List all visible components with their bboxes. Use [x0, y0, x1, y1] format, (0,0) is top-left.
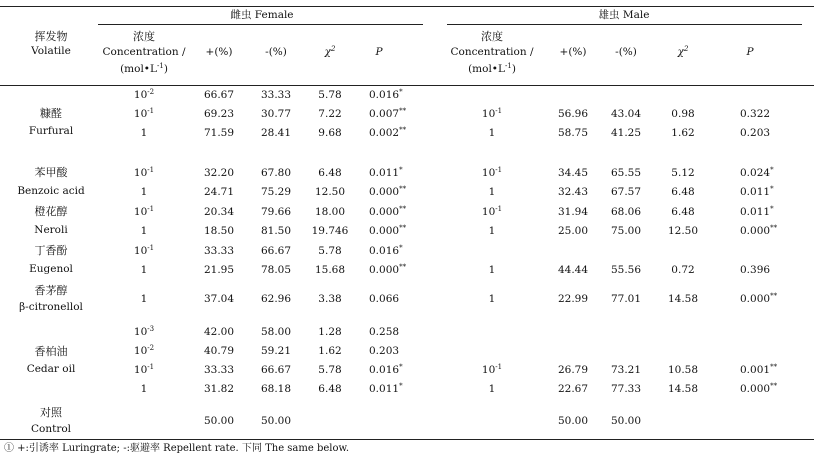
volatile-header-en: Volatile	[31, 45, 71, 57]
female-p-cell: 0.258	[369, 326, 400, 338]
male-p-cell: 0.322	[740, 108, 771, 120]
female-p-cell: 0.011*	[369, 382, 403, 395]
female-chi-cell: 1.62	[318, 345, 342, 357]
male-p-header: P	[746, 46, 754, 58]
volatile-name-en: β-citronellol	[19, 301, 83, 313]
significance-mark: **	[399, 126, 407, 134]
volatile-name-cn: 糠醛	[40, 107, 62, 120]
male-conc-cell: 1	[488, 127, 496, 139]
volatile-name-cn: 对照	[40, 406, 62, 419]
male-conc-cell: $10^{-1}$	[481, 205, 503, 218]
female-p-header: P	[375, 46, 383, 58]
male-chi-cell: 14.58	[667, 293, 699, 305]
female-p-cell: 0.000**	[369, 205, 407, 218]
female-group-rule	[98, 24, 423, 25]
male-chi-cell: 10.58	[667, 364, 699, 376]
male-minus-cell: 67.57	[610, 186, 642, 198]
female-plus-cell: 18.50	[203, 225, 235, 237]
female-minus-cell: 50.00	[260, 415, 292, 427]
significance-mark: *	[399, 88, 403, 96]
male-chi-cell: 0.98	[671, 108, 695, 120]
female-minus-cell: 33.33	[260, 89, 292, 101]
significance-mark: *	[399, 244, 403, 252]
female-plus-cell: 20.34	[203, 206, 235, 218]
footnote: ① +:引诱率 Luringrate; -:驱避率 Repellent rate. 下同 The same below.	[4, 443, 350, 454]
female-minus-cell: 59.21	[260, 345, 292, 357]
female-conc-header-unit: $(mol•L^{-1})$	[120, 62, 168, 75]
female-group-header: 雌虫 Female	[230, 9, 294, 21]
male-plus-cell: 58.75	[557, 127, 589, 139]
male-p-cell: 0.203	[740, 127, 771, 139]
female-plus-cell: 40.79	[203, 345, 235, 357]
male-chi-cell: 12.50	[667, 225, 699, 237]
significance-mark: **	[770, 363, 778, 371]
significance-mark: **	[399, 185, 407, 193]
male-conc-cell: 1	[488, 293, 496, 305]
female-minus-cell: 67.80	[260, 167, 292, 179]
volatile-name-cn: 香柏油	[34, 345, 68, 358]
male-group-rule	[447, 24, 802, 25]
male-minus-cell: 73.21	[610, 364, 642, 376]
significance-mark: **	[399, 205, 407, 213]
male-p-cell: 0.001**	[740, 363, 778, 376]
female-p-cell: 0.016*	[369, 88, 403, 101]
volatile-name-cn: 丁香酚	[34, 244, 68, 257]
significance-mark: **	[399, 107, 407, 115]
female-p-cell: 0.002**	[369, 126, 407, 139]
female-plus-cell: 33.33	[203, 245, 235, 257]
female-minus-cell: 75.29	[260, 186, 292, 198]
female-conc-cell: $10^{-2}$	[133, 344, 155, 357]
female-p-cell: 0.203	[369, 345, 400, 357]
female-plus-header: +(%)	[205, 46, 233, 58]
female-p-cell: 0.000**	[369, 263, 407, 276]
female-p-cell: 0.000**	[369, 185, 407, 198]
male-minus-cell: 77.33	[610, 383, 642, 395]
male-plus-cell: 31.94	[557, 206, 589, 218]
female-conc-cell: $10^{-3}$	[133, 325, 155, 338]
male-minus-cell: 41.25	[610, 127, 642, 139]
male-minus-header: -(%)	[615, 46, 637, 58]
female-conc-cell: 1	[140, 264, 148, 276]
male-conc-header-en: Concentration /	[450, 46, 534, 58]
female-p-cell: 0.016*	[369, 244, 403, 257]
male-minus-cell: 77.01	[610, 293, 642, 305]
significance-mark: *	[399, 166, 403, 174]
significance-mark: *	[399, 382, 403, 390]
male-chi-cell: 5.12	[671, 167, 695, 179]
female-plus-cell: 66.67	[203, 89, 235, 101]
female-conc-cell: $10^{-1}$	[133, 205, 155, 218]
male-group-header: 雄虫 Male	[598, 9, 650, 21]
female-minus-cell: 58.00	[260, 326, 292, 338]
male-p-cell: 0.011*	[740, 205, 774, 218]
male-plus-cell: 22.67	[557, 383, 589, 395]
significance-mark: **	[770, 224, 778, 232]
female-chi-header: $\chi^2$	[324, 45, 336, 58]
female-conc-cell: $10^{-1}$	[133, 244, 155, 257]
male-chi-cell: 6.48	[671, 206, 695, 218]
female-chi-cell: 3.38	[318, 293, 342, 305]
female-minus-cell: 79.66	[260, 206, 292, 218]
female-p-cell: 0.011*	[369, 166, 403, 179]
female-chi-cell: 18.00	[314, 206, 346, 218]
male-conc-cell: 1	[488, 383, 496, 395]
female-p-cell: 0.007**	[369, 107, 407, 120]
female-p-cell: 0.000**	[369, 224, 407, 237]
female-conc-cell: 1	[140, 225, 148, 237]
volatile-name-en: Eugenol	[29, 263, 73, 275]
male-chi-cell: 14.58	[667, 383, 699, 395]
male-minus-cell: 65.55	[610, 167, 642, 179]
male-plus-cell: 44.44	[557, 264, 589, 276]
male-plus-cell: 32.43	[557, 186, 589, 198]
male-p-cell: 0.024*	[740, 166, 774, 179]
male-p-cell: 0.000**	[740, 292, 778, 305]
male-conc-cell: 1	[488, 186, 496, 198]
female-plus-cell: 69.23	[203, 108, 235, 120]
female-plus-cell: 50.00	[203, 415, 235, 427]
male-p-cell: 0.396	[740, 264, 771, 276]
volatile-name-cn: 苯甲酸	[34, 166, 68, 179]
female-conc-cell: 1	[140, 383, 148, 395]
female-plus-cell: 42.00	[203, 326, 235, 338]
female-chi-cell: 6.48	[318, 167, 342, 179]
male-plus-cell: 34.45	[557, 167, 589, 179]
male-conc-cell: $10^{-1}$	[481, 107, 503, 120]
significance-mark: *	[399, 363, 403, 371]
male-minus-cell: 55.56	[610, 264, 642, 276]
volatile-name-en: Cedar oil	[26, 363, 76, 375]
female-conc-cell: $10^{-1}$	[133, 107, 155, 120]
female-chi-cell: 5.78	[318, 89, 342, 101]
female-minus-cell: 68.18	[260, 383, 292, 395]
male-chi-cell: 6.48	[671, 186, 695, 198]
female-chi-cell: 5.78	[318, 364, 342, 376]
female-conc-header-en: Concentration /	[102, 46, 186, 58]
female-conc-cell: $10^{-1}$	[133, 166, 155, 179]
female-chi-cell: 12.50	[314, 186, 346, 198]
volatile-name-en: Neroli	[34, 224, 68, 236]
female-chi-cell: 19.746	[311, 225, 349, 237]
male-conc-header-cn: 浓度	[481, 30, 503, 43]
significance-mark: **	[399, 263, 407, 271]
female-plus-cell: 32.20	[203, 167, 235, 179]
female-chi-cell: 7.22	[318, 108, 342, 120]
female-minus-header: -(%)	[265, 46, 287, 58]
female-minus-cell: 62.96	[260, 293, 292, 305]
female-conc-cell: 1	[140, 127, 148, 139]
volatile-name-cn: 香茅醇	[34, 284, 68, 297]
male-p-cell: 0.000**	[740, 224, 778, 237]
female-minus-cell: 66.67	[260, 364, 292, 376]
male-conc-cell: 1	[488, 264, 496, 276]
significance-mark: *	[770, 205, 774, 213]
male-conc-cell: $10^{-1}$	[481, 166, 503, 179]
female-conc-cell: $10^{-2}$	[133, 88, 155, 101]
female-minus-cell: 81.50	[260, 225, 292, 237]
female-p-cell: 0.066	[369, 293, 400, 305]
female-plus-cell: 31.82	[203, 383, 235, 395]
volatile-name-cn: 橙花醇	[34, 205, 68, 218]
significance-mark: **	[770, 382, 778, 390]
female-plus-cell: 21.95	[203, 264, 235, 276]
volatile-name-en: Control	[30, 423, 72, 435]
female-conc-cell: $10^{-1}$	[133, 363, 155, 376]
significance-mark: **	[770, 292, 778, 300]
male-p-cell: 0.000**	[740, 382, 778, 395]
volatile-header-cn: 挥发物	[34, 30, 68, 43]
male-plus-cell: 25.00	[557, 225, 589, 237]
male-plus-header: +(%)	[559, 46, 587, 58]
female-chi-cell: 5.78	[318, 245, 342, 257]
female-minus-cell: 66.67	[260, 245, 292, 257]
female-conc-cell: 1	[140, 186, 148, 198]
female-chi-cell: 1.28	[318, 326, 342, 338]
male-plus-cell: 26.79	[557, 364, 589, 376]
top-rule	[0, 6, 814, 7]
female-chi-cell: 9.68	[318, 127, 342, 139]
male-conc-cell: $10^{-1}$	[481, 363, 503, 376]
female-minus-cell: 30.77	[260, 108, 292, 120]
male-chi-cell: 0.72	[671, 264, 695, 276]
male-minus-cell: 43.04	[610, 108, 642, 120]
male-chi-cell: 1.62	[671, 127, 695, 139]
female-plus-cell: 71.59	[203, 127, 235, 139]
female-plus-cell: 37.04	[203, 293, 235, 305]
female-minus-cell: 78.05	[260, 264, 292, 276]
volatile-name-en: Benzoic acid	[17, 185, 85, 197]
male-minus-cell: 75.00	[610, 225, 642, 237]
female-p-cell: 0.016*	[369, 363, 403, 376]
male-plus-cell: 50.00	[557, 415, 589, 427]
female-chi-cell: 6.48	[318, 383, 342, 395]
male-plus-cell: 56.96	[557, 108, 589, 120]
male-minus-cell: 50.00	[610, 415, 642, 427]
female-conc-header-cn: 浓度	[133, 30, 155, 43]
significance-mark: *	[770, 166, 774, 174]
female-plus-cell: 24.71	[203, 186, 235, 198]
male-conc-cell: 1	[488, 225, 496, 237]
significance-mark: *	[770, 185, 774, 193]
male-plus-cell: 22.99	[557, 293, 589, 305]
male-chi-header: $\chi^2$	[677, 45, 689, 58]
female-conc-cell: 1	[140, 293, 148, 305]
male-minus-cell: 68.06	[610, 206, 642, 218]
female-chi-cell: 15.68	[314, 264, 346, 276]
volatile-name-en: Furfural	[28, 125, 74, 137]
bottom-rule	[0, 439, 814, 440]
female-minus-cell: 28.41	[260, 127, 292, 139]
significance-mark: **	[399, 224, 407, 232]
header-bottom-rule	[0, 85, 814, 86]
female-plus-cell: 33.33	[203, 364, 235, 376]
male-conc-header-unit: $(mol•L^{-1})$	[468, 62, 516, 75]
male-p-cell: 0.011*	[740, 185, 774, 198]
